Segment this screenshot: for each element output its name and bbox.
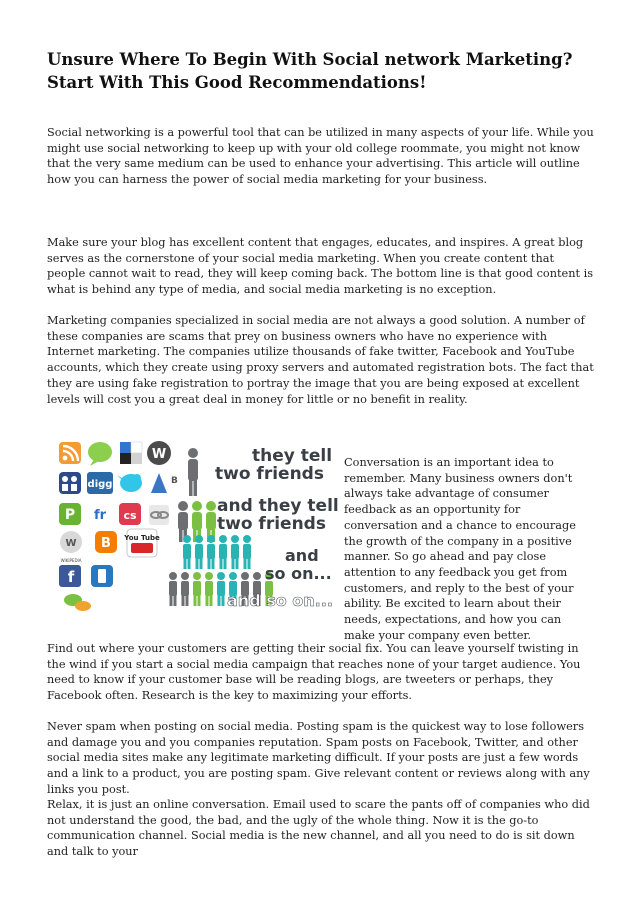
person-figure	[188, 448, 198, 496]
caption-line-4: two friends	[217, 514, 326, 534]
person-figure	[207, 535, 215, 569]
paragraph-7: Relax, it is just an online conversation. Email used to scare the pants off of companies who did not understand the good, the bad, and the ugly of the whole thing. Now it is the go-to communication channel. Social media is the new channel, and all you need to do is sit down and talk to your	[47, 798, 590, 859]
paragraph-2: Make sure your blog has excellent content that engages, educates, and inspires. A great blog serves as the cornerstone of your social media marketing. When you create content that people cannot wait to read, they will keep coming back. The bottom line is that good content is what is behind any type of media, and social media marketing is no exception.	[47, 236, 594, 297]
social-media-illustration-svg	[47, 431, 339, 621]
posterous-letter: P	[64, 507, 76, 523]
delicious-icon	[120, 442, 142, 464]
facebook-icon	[59, 565, 81, 587]
person-figure	[219, 535, 227, 569]
person-figure	[193, 572, 201, 606]
twitter-bird-icon	[117, 474, 142, 492]
friendfeed-label: fr	[93, 508, 107, 523]
digg-icon	[87, 472, 113, 494]
youtube-icon	[123, 529, 160, 557]
chat-bubble-icon	[88, 442, 112, 466]
link-chain-icon	[149, 505, 169, 525]
blogger-icon	[95, 531, 117, 553]
person-figure	[195, 535, 203, 569]
person-figure	[169, 572, 177, 606]
article-title	[47, 48, 595, 94]
lastfm-glyph: cs	[123, 509, 137, 522]
answers-b-glyph: B	[171, 476, 178, 486]
wordpress-icon	[147, 441, 171, 465]
youtube-label: You Tube	[124, 534, 160, 542]
caption-line-2: two friends	[215, 464, 324, 484]
posterous-icon	[59, 503, 81, 525]
caption-line-1: they tell	[252, 446, 333, 466]
document-page	[47, 48, 595, 859]
blogger-letter: B	[101, 536, 111, 551]
paragraph-1: Social networking is a powerful tool that can be utilized in many aspects of your life. While you might use social networking to keep up with your old college roommate, you might not know that the very same medium can be used to enhance your advertising. This article will outline how you can harness the power of social media marketing for your business.	[47, 126, 594, 187]
wikipedia-w-glyph: W	[65, 538, 77, 549]
wikipedia-icon	[60, 531, 82, 563]
wikipedia-label: WIKIPEDIA	[60, 558, 82, 563]
paragraph-3: Marketing companies specialized in social media are not always a good solution. A number of these companies are scams that prey on business owners who have no experience with Internet marketing. The companies utilize thousands of fake twitter, Facebook and YouTube accounts, which they create using proxy servers and automated registration bots. The fact that they are using fake registration to portray the image that you are being exposed at excellent levels will cost you a great deal in money for little or no benefit in reality.	[47, 314, 594, 406]
caption-line-3: and they tell	[217, 496, 339, 516]
person-figure	[183, 535, 191, 569]
caption-line-5: and	[285, 546, 319, 565]
social-media-illustration	[47, 431, 339, 621]
person-figure	[243, 535, 251, 569]
paragraph-5: Find out where your customers are getting their social fix. You can leave yourself twisting in the wind if you start a social media campaign that reaches none of your target audience. You need to know if your customer base will be reading blogs, are tweeters or perhaps, they Facebook often. Research is the key to maximizing your efforts.	[47, 642, 581, 703]
digg-label: digg	[87, 479, 113, 490]
paragraph-6: Never spam when posting on social media. Posting spam is the quickest way to lose followers and damage you and you companies reputation. Spam posts on Facebook, Twitter, and other social media sites make any legitimate marketing difficult. If your posts are just a few words and a link to a product, you are posting spam. Give relevant content or reviews along with any links you post.	[47, 720, 590, 796]
person-figure	[231, 535, 239, 569]
rss-icon	[59, 442, 81, 464]
person-figure	[181, 572, 189, 606]
person-figure	[205, 572, 213, 606]
answers-icon	[151, 473, 178, 493]
caption-line-7: and so on...	[227, 591, 333, 610]
caption-line-6: so on...	[265, 564, 332, 583]
paragraph-4: Conversation is an important idea to remember. Many business owners don't always take advantage of consumer feedback as an opportunity for conversation and a chance to encourage the growth of the company in a positive manner. So go ahead and pay close attention to any feedback you get from customers, and reply to the best of your ability. Be excited to learn about their needs, expectations, and how you can make your company even better.	[344, 456, 576, 642]
facebook-letter: f	[67, 568, 75, 586]
friendfeed-icon	[89, 503, 111, 525]
article-title-line-2: Start With This Good Recommendations!	[47, 73, 427, 92]
person-figure	[217, 572, 225, 606]
phone-icon	[91, 565, 113, 587]
article-title-line-1: Unsure Where To Begin With Social network Marketing?	[47, 50, 573, 69]
speech-bubbles-icon	[64, 594, 91, 611]
lastfm-icon	[119, 503, 141, 525]
myspace-icon	[59, 472, 81, 494]
wordpress-letter: W	[151, 447, 167, 462]
